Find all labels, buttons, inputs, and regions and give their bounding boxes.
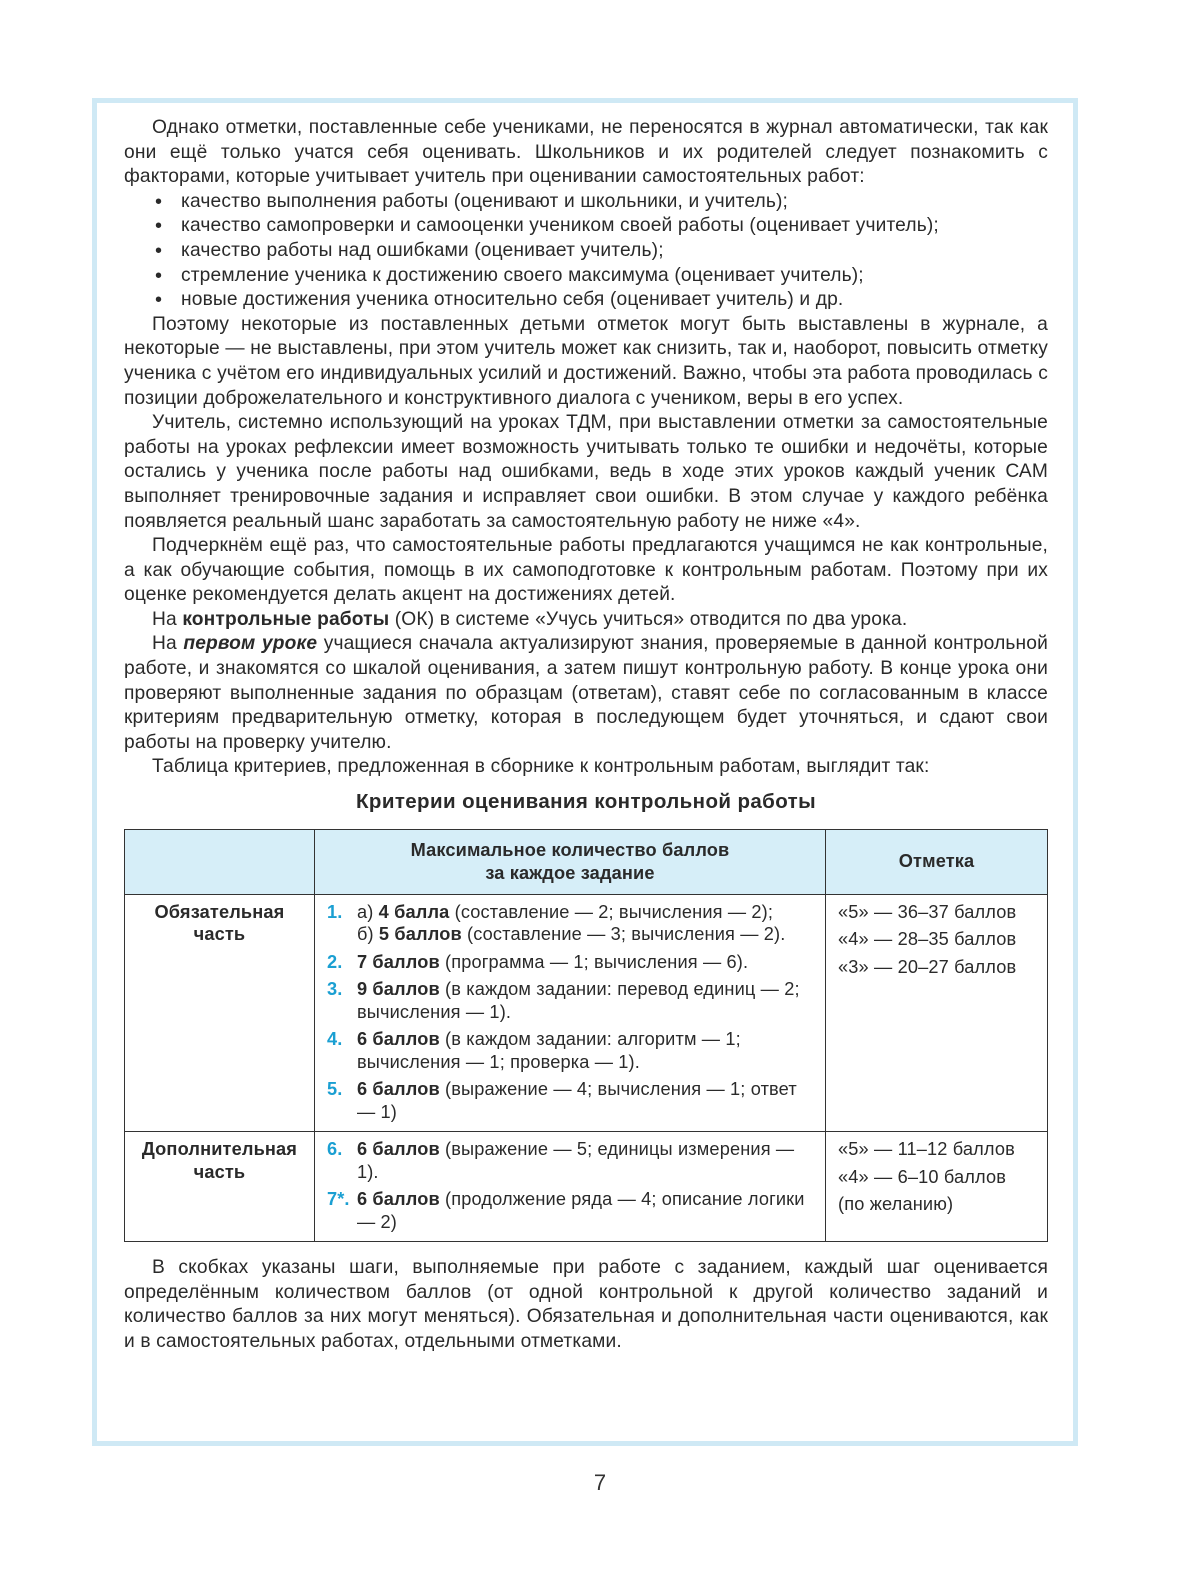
task-item [327,1028,815,1073]
text: учащиеся сначала актуализируют знания, проверяемые в данной контрольной работе, и знакомятся со шкалой оценивания, а затем пишут контрольную работу. В конце урока они проверяют выполненные задания по образцам (ответам), ставят себе по согласованным в классе критериям предварительную отметку, которая в последующем будет уточняться, и сдают свои работы на проверку учителю. [124,633,1048,753]
task-points: 6 баллов [356,1139,440,1160]
task-points: 9 баллов [356,979,440,1000]
table-title: Критерии оценивания контрольной работы [355,790,817,814]
paragraph-conclusion: В скобках указаны шаги, выполняемые при работе с заданием, каждый шаг оценивается определённым количеством баллов (от одной контрольной к другой количество заданий и количество баллов за них могут меняться). Обязательная и дополнительная части оцениваются, как и в самостоятельных работах, отдельными отметками. [124,1257,1048,1352]
criteria-table [124,829,1048,1243]
task-number: 1. [326,901,343,922]
task-points: 6 баллов [356,1029,440,1050]
task-detail: (составление — 3; вычисления — 2). [461,924,786,945]
task-points: 7 баллов [356,951,440,972]
task-detail: (в каждом задании: алгоритм — 1; вычисления — 1; проверка — 1). [356,1029,741,1072]
task-item [327,1138,815,1183]
task-text [357,1078,815,1123]
part-label: Обязательная [154,901,285,922]
text: На [152,633,184,655]
bold-term: контрольные работы [182,608,390,630]
task-text [357,901,815,946]
task-number: 3. [326,979,343,1000]
task-text [357,951,815,974]
task-number: 7*. [326,1189,350,1210]
page-number: 7 [593,1470,607,1495]
grade-line: «5» — 36–37 баллов [838,901,1017,922]
task-text [357,1028,815,1073]
task-points: 5 баллов [378,924,462,945]
factor-list [124,190,1048,313]
list-item: • новые достижения ученика относительно себя (оценивает учитель) и др. [124,288,1048,313]
task-detail: (составление — 2; вычисления — 2); [449,901,774,922]
task-item [327,901,815,946]
task-detail: б) [356,924,379,945]
task-item [327,978,815,1023]
paragraph: Поэтому некоторые из поставленных детьми отметок могут быть выставлены в журнале, а некоторые — не выставлены, при этом учитель может как снизить, так и, наоборот, повысить отметку ученика с учётом его индивидуальных усилий и достижений. Важно, чтобы эта работа проводилась с позиции доброжелательного и конструктивного диалога с учеником, веры в его успех. [124,313,1048,409]
task-item [327,1078,815,1123]
paragraph-intro: Однако отметки, поставленные себе учениками, не переносятся в журнал автоматически, так как они ещё только учатся себя оценивать. Школьников и их родителей следует познакомить с факторами, которые учитывает учитель при оценивании самостоятельных работ: [124,117,1048,188]
task-item [327,1188,815,1233]
paragraph-first-lesson [124,632,1048,755]
tasks-cell [314,1132,825,1242]
task-detail: (продолжение ряда — 4; описание логики — 2) [356,1189,805,1232]
header-cell-max-points [314,829,825,894]
grade-line: «3» — 20–27 баллов [838,956,1017,977]
grade-line: «4» — 28–35 баллов [838,929,1017,950]
task-points: 6 баллов [356,1079,440,1100]
paragraph: Учитель, системно использующий на уроках ТДМ, при выставлении отметки за самостоятельные работы на уроках рефлексии имеет возможность учитывать только те ошибки и недочёты, которые остались у ученика после работы над ошибками, ведь в ходе этих уроков каждый ученик САМ выполняет тренировочные задания и исправляет свои ошибки. В этом случае у каждого ребёнка появляется реальный шанс заработать за самостоятельную работу не ниже «4». [124,412,1048,532]
part-cell [125,1132,315,1242]
task-points: 6 баллов [356,1189,440,1210]
task-item [327,951,815,974]
grade-line: (по желанию) [838,1194,954,1215]
part-cell [125,894,315,1132]
grade-line: «4» — 6–10 баллов [838,1166,1007,1187]
task-detail: (в каждом задании: перевод единиц — 2; вычисления — 1). [356,979,800,1022]
bold-italic-term: первом уроке [183,633,318,655]
paragraph-table-intro: Таблица критериев, предложенная в сборнике к контрольным работам, выглядит так: [152,756,930,778]
task-text [357,978,815,1023]
header-cell-empty [125,829,315,894]
task-detail: (программа — 1; вычисления — 6). [439,951,749,972]
task-text [357,1188,815,1233]
part-label: часть [193,924,246,945]
task-points: 4 балла [378,901,450,922]
list-item: • качество выполнения работы (оценивают и школьники, и учитель); [124,190,1048,215]
header-line: Максимальное количество баллов [410,840,730,861]
grades-cell [826,1132,1048,1242]
task-detail: (выражение — 4; вычисления — 1; ответ — 1) [356,1079,797,1122]
table-header-row [125,829,1048,894]
tasks-cell [314,894,825,1132]
table-row [125,894,1048,1132]
task-detail: а) [356,901,379,922]
grade-line: «5» — 11–12 баллов [838,1139,1015,1160]
text: На [152,608,183,630]
header-line: за каждое задание [485,862,655,883]
text: (ОК) в системе «Учусь учиться» отводится по два урока. [389,608,908,630]
list-item: • качество работы над ошибками (оценивает учитель); [124,239,1048,264]
grades-cell [826,894,1048,1132]
header-cell-grade: Отметка [826,829,1048,894]
paragraph: Подчеркнём ещё раз, что самостоятельные работы предлагаются учащимся не как контрольные, а как обучающие события, помощь в их самоподготовке к контрольным работам. Поэтому при их оценке рекомендуется делать акцент на достижениях детей. [124,535,1048,606]
list-item: • стремление ученика к достижению своего максимума (оценивает учитель); [124,264,1048,289]
page-content [124,116,1048,1355]
task-number: 5. [326,1079,343,1100]
paragraph-control-works [124,608,1048,633]
task-number: 4. [326,1029,343,1050]
task-text [357,1138,815,1183]
task-number: 2. [326,951,343,972]
table-body [125,894,1048,1242]
part-label: часть [193,1161,246,1182]
table-row [125,1132,1048,1242]
task-number: 6. [326,1139,343,1160]
task-detail: (выражение — 5; единицы измерения — 1). [356,1139,795,1182]
list-item: • качество самопроверки и самооценки учеником своей работы (оценивает учитель); [124,214,1048,239]
part-label: Дополнительная [141,1139,298,1160]
